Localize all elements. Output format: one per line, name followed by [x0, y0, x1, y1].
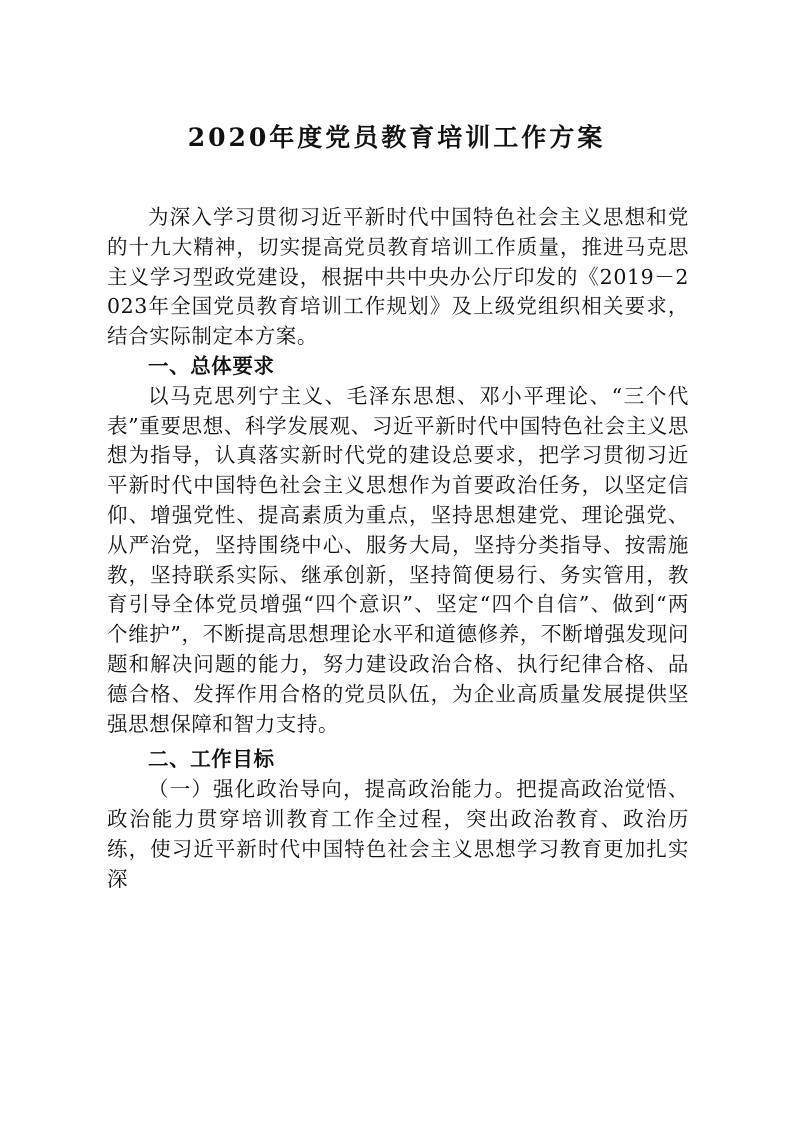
document-body	[107, 203, 689, 894]
work-goals-paragraph: （一）强化政治导向，提高政治能力。把提高政治觉悟、政治能力贯穿培训教育工作全过程，突出政治教育、政治历练，使习近平新时代中国特色社会主义思想学习教育更加扎实深	[107, 777, 689, 891]
section-heading-work-goals: 二、工作目标	[148, 747, 275, 772]
document-title: 2020年度党员教育培训工作方案	[187, 123, 606, 152]
general-requirements-paragraph: 以马克思列宁主义、毛泽东思想、邓小平理论、“三个代表”重要思想、科学发展观、习近平新时代中国特色社会主义思想为指导，认真落实新时代党的建设总要求，把学习贯彻习近平新时代中国特色社会主义思想作为首要政治任务，以坚定信仰、增强党性、提高素质为重点，坚持思想建党、理论强党、从严治党，坚持围绕中心、服务大局，坚持分类指导、按需施教，坚持联系实际、继承创新，坚持简便易行、务实管用，教育引导全体党员增强“四个意识”、坚定“四个自信”、做到“两个维护”，不断提高思想理论水平和道德修养，不断增强发现问题和解决问题的能力，努力建设政治合格、执行纪律合格、品德合格、发挥作用合格的党员队伍，为企业高质量发展提供坚强思想保障和智力支持。	[107, 383, 689, 736]
intro-paragraph: 为深入学习贯彻习近平新时代中国特色社会主义思想和党的十九大精神，切实提高党员教育培训工作质量，推进马克思主义学习型政党建设，根据中共中央办公厅印发的《2019－2023年全国党员教育培训工作规划》及上级党组织相关要求，结合实际制定本方案。	[107, 205, 689, 349]
section-heading-general-requirements: 一、总体要求	[148, 353, 275, 378]
